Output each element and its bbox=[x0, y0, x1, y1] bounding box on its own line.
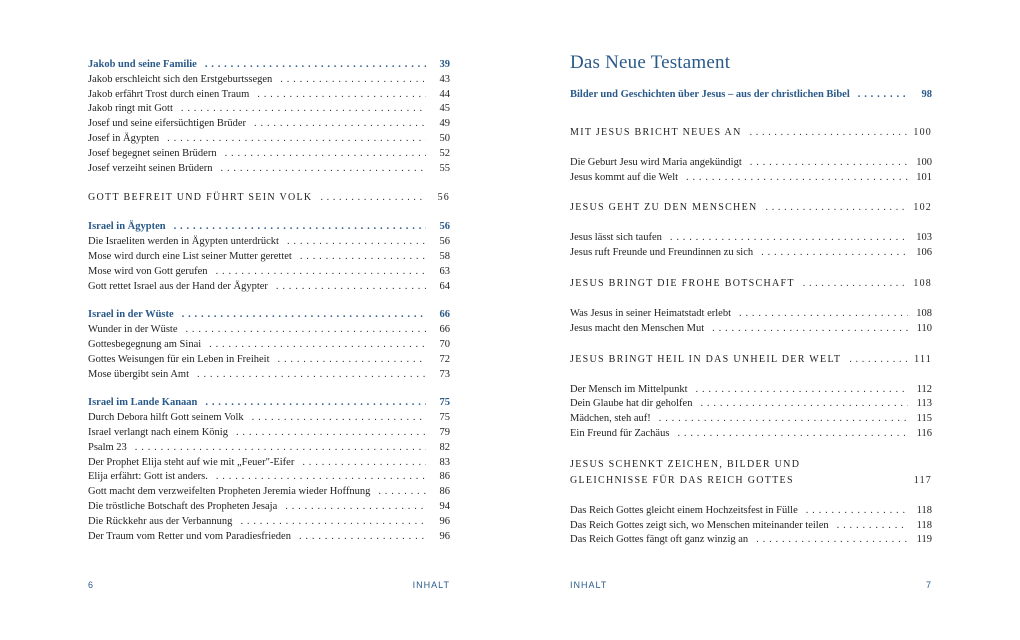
toc-entry[interactable] bbox=[88, 147, 450, 162]
dot-leader bbox=[280, 73, 426, 88]
spacer bbox=[570, 337, 932, 352]
entry-page: 100 bbox=[916, 156, 932, 168]
entry-title: Bilder und Geschichten über Jesus – aus der christlichen Bibel bbox=[570, 89, 850, 100]
toc-entry[interactable] bbox=[570, 156, 932, 171]
toc-entry[interactable] bbox=[570, 533, 932, 548]
dot-leader bbox=[209, 338, 426, 353]
entry-page: 72 bbox=[439, 353, 450, 365]
entry-title: Das Reich Gottes gleicht einem Hochzeitsfest in Fülle bbox=[570, 504, 798, 516]
entry-title: Jakob erschleicht sich den Erstgeburtssegen bbox=[88, 73, 273, 85]
toc-entry[interactable] bbox=[88, 338, 450, 353]
dot-leader bbox=[756, 533, 908, 548]
entry-title: Mädchen, steh auf! bbox=[570, 413, 651, 425]
dot-leader bbox=[185, 323, 426, 338]
entry-page: 115 bbox=[916, 413, 932, 425]
entry-page: 55 bbox=[439, 162, 450, 174]
dot-leader bbox=[849, 352, 908, 368]
toc-entry[interactable] bbox=[88, 280, 450, 295]
entry-page: 82 bbox=[439, 441, 450, 453]
toc-chapter[interactable] bbox=[570, 457, 932, 489]
spacer bbox=[570, 442, 932, 457]
dot-leader bbox=[205, 396, 426, 411]
entry-title: Jesus kommt auf die Welt bbox=[570, 171, 679, 183]
toc-group-head[interactable] bbox=[88, 220, 450, 235]
section-heading: Das Neue Testament bbox=[570, 52, 731, 73]
dot-leader bbox=[696, 383, 908, 398]
spacer bbox=[88, 176, 450, 190]
toc-entry[interactable] bbox=[570, 504, 932, 519]
entry-title: Dein Glaube hat dir geholfen bbox=[570, 398, 693, 410]
toc-entry[interactable] bbox=[570, 412, 932, 427]
entry-title: Mose übergibt sein Amt bbox=[88, 368, 190, 380]
entry-title: Josef und seine eifersüchtigen Brüder bbox=[88, 118, 247, 130]
toc-intro-entry[interactable] bbox=[570, 88, 932, 103]
dot-leader bbox=[174, 220, 426, 235]
entry-title: Israel im Lande Kanaan bbox=[88, 397, 198, 409]
entry-title: Israel verlangt nach einem König bbox=[88, 426, 228, 438]
entry-page: 83 bbox=[439, 456, 450, 468]
toc-entry[interactable] bbox=[88, 515, 450, 530]
toc-entry[interactable] bbox=[88, 132, 450, 147]
entry-title: Josef verzeiht seinen Brüdern bbox=[88, 162, 213, 174]
entry-title: Jakob erfährt Trost durch einen Traum bbox=[88, 88, 250, 100]
entry-title: Josef in Ägypten bbox=[88, 132, 160, 144]
entry-page: 44 bbox=[439, 88, 450, 100]
entry-page: 52 bbox=[439, 147, 450, 159]
entry-page: 66 bbox=[439, 324, 450, 336]
entry-title: Die tröstliche Botschaft des Propheten Jesaja bbox=[88, 500, 278, 512]
entry-page: 70 bbox=[439, 338, 450, 350]
toc-entry[interactable] bbox=[88, 426, 450, 441]
dot-leader bbox=[236, 426, 426, 441]
entry-title: Jesus lässt sich taufen bbox=[570, 232, 662, 244]
chapter-title: JESUS GEHT ZU DEN MENSCHEN bbox=[570, 202, 758, 214]
right-page bbox=[570, 0, 932, 640]
entry-page: 116 bbox=[916, 427, 932, 439]
entry-page: 112 bbox=[916, 383, 932, 395]
dot-leader bbox=[167, 132, 426, 147]
dot-leader bbox=[216, 470, 426, 485]
dot-leader bbox=[659, 412, 908, 427]
entry-page: 94 bbox=[439, 500, 450, 512]
toc-entry[interactable] bbox=[88, 368, 450, 383]
dot-leader bbox=[257, 88, 426, 103]
toc-entry[interactable] bbox=[570, 383, 932, 398]
toc-entry[interactable] bbox=[88, 265, 450, 280]
entry-title: Mose wird von Gott gerufen bbox=[88, 265, 208, 277]
entry-title: Die Israeliten werden in Ägypten unterdrückt bbox=[88, 236, 279, 248]
entry-title: Josef begegnet seinen Brüdern bbox=[88, 147, 217, 159]
entry-page: 39 bbox=[439, 59, 450, 70]
dot-leader bbox=[216, 265, 426, 280]
entry-title: Gott macht dem verzweifelten Propheten Jeremia wieder Hoffnung bbox=[88, 486, 371, 498]
toc-entry[interactable] bbox=[88, 470, 450, 485]
dot-leader bbox=[837, 519, 908, 534]
toc-entry[interactable] bbox=[88, 88, 450, 103]
entry-page: 103 bbox=[916, 232, 932, 244]
entry-page: 75 bbox=[439, 412, 450, 424]
entry-page: 106 bbox=[916, 247, 932, 259]
chapter-page: 102 bbox=[913, 202, 932, 214]
dot-leader bbox=[254, 117, 426, 132]
entry-title: Elija erfährt: Gott ist anders. bbox=[88, 471, 208, 483]
folio-page-number: 7 bbox=[925, 580, 932, 590]
entry-page: 101 bbox=[916, 171, 932, 183]
spacer bbox=[570, 261, 932, 276]
dot-leader bbox=[287, 235, 426, 250]
entry-page: 49 bbox=[439, 118, 450, 130]
dot-leader bbox=[761, 246, 908, 261]
toc-entry[interactable] bbox=[88, 456, 450, 471]
dot-leader bbox=[677, 427, 908, 442]
dot-leader bbox=[221, 162, 427, 177]
spacer bbox=[88, 294, 450, 308]
entry-title: Gottesbegegnung am Sinai bbox=[88, 338, 202, 350]
dot-leader bbox=[806, 504, 908, 519]
dot-leader bbox=[739, 307, 908, 322]
toc-chapter[interactable] bbox=[570, 200, 932, 216]
toc-entry[interactable] bbox=[88, 411, 450, 426]
toc-entry[interactable] bbox=[570, 171, 932, 186]
toc-group-head[interactable] bbox=[88, 396, 450, 411]
entry-title: Jesus macht den Menschen Mut bbox=[570, 322, 705, 334]
entry-page: 98 bbox=[921, 89, 932, 100]
chapter-page: 111 bbox=[914, 353, 932, 365]
entry-page: 118 bbox=[916, 504, 932, 516]
toc-entry[interactable] bbox=[570, 322, 932, 337]
entry-page: 43 bbox=[439, 73, 450, 85]
dot-leader bbox=[712, 322, 908, 337]
toc-entry[interactable] bbox=[88, 235, 450, 250]
dot-leader bbox=[686, 171, 908, 186]
entry-page: 75 bbox=[439, 397, 450, 409]
entry-title: Was Jesus in seiner Heimatstadt erlebt bbox=[570, 307, 731, 319]
entry-title: Psalm 23 bbox=[88, 441, 127, 453]
entry-title: Gott rettet Israel aus der Hand der Ägypter bbox=[88, 280, 268, 292]
spacer bbox=[570, 103, 932, 125]
spacer bbox=[570, 216, 932, 231]
chapter-page: 100 bbox=[913, 126, 932, 138]
toc-chapter[interactable] bbox=[570, 125, 932, 141]
entry-title: Israel in Ägypten bbox=[88, 221, 166, 233]
entry-title: Ein Freund für Zachäus bbox=[570, 427, 670, 439]
spacer bbox=[88, 382, 450, 396]
dot-leader bbox=[181, 102, 426, 117]
spacer bbox=[570, 292, 932, 307]
toc-entry[interactable] bbox=[570, 246, 932, 261]
entry-page: 66 bbox=[439, 309, 450, 321]
entry-page: 108 bbox=[916, 307, 932, 319]
toc-entry[interactable] bbox=[88, 441, 450, 456]
toc-chapter[interactable] bbox=[88, 190, 450, 206]
dot-leader bbox=[302, 456, 426, 471]
entry-title: Mose wird durch eine List seiner Mutter gerettet bbox=[88, 250, 292, 262]
toc-entry[interactable] bbox=[570, 397, 932, 412]
entry-page: 64 bbox=[439, 280, 450, 292]
entry-page: 86 bbox=[439, 471, 450, 483]
dot-leader bbox=[197, 368, 426, 383]
toc-entry[interactable] bbox=[570, 519, 932, 534]
toc-entry[interactable] bbox=[570, 427, 932, 442]
entry-title: Die Rückkehr aus der Verbannung bbox=[88, 515, 233, 527]
dot-leader bbox=[240, 515, 426, 530]
dot-leader bbox=[299, 530, 426, 545]
dot-leader bbox=[205, 58, 426, 73]
spacer bbox=[570, 489, 932, 504]
left-page bbox=[88, 0, 450, 640]
toc-chapter[interactable] bbox=[570, 352, 932, 368]
entry-page: 113 bbox=[916, 398, 932, 410]
dot-leader bbox=[300, 250, 426, 265]
entry-page: 73 bbox=[439, 368, 450, 380]
dot-leader bbox=[378, 485, 426, 500]
toc-entry[interactable] bbox=[88, 485, 450, 500]
toc-entry[interactable] bbox=[88, 117, 450, 132]
entry-title: Jakob ringt mit Gott bbox=[88, 103, 173, 115]
dot-leader bbox=[278, 353, 427, 368]
entry-title: Israel in der Wüste bbox=[88, 309, 174, 321]
entry-page: 96 bbox=[439, 530, 450, 542]
toc-entry[interactable] bbox=[88, 73, 450, 88]
entry-title: Der Traum vom Retter und vom Paradiesfrieden bbox=[88, 530, 291, 542]
right-toc bbox=[570, 52, 932, 548]
toc-entry[interactable] bbox=[88, 353, 450, 368]
spacer bbox=[570, 185, 932, 200]
dot-leader bbox=[252, 411, 426, 426]
dot-leader bbox=[750, 156, 908, 171]
toc-entry[interactable] bbox=[88, 323, 450, 338]
dot-leader bbox=[766, 200, 908, 216]
chapter-page: 108 bbox=[913, 277, 932, 289]
entry-title: Der Mensch im Mittelpunkt bbox=[570, 383, 688, 395]
spacer bbox=[570, 141, 932, 156]
running-footer: INHALT bbox=[570, 580, 608, 590]
entry-title: Jesus ruft Freunde und Freundinnen zu sich bbox=[570, 247, 754, 259]
entry-page: 118 bbox=[916, 519, 932, 531]
dot-leader bbox=[803, 276, 908, 292]
entry-page: 56 bbox=[439, 236, 450, 248]
toc-chapter[interactable] bbox=[570, 276, 932, 292]
entry-title: Der Prophet Elija steht auf wie mit „Feuer"-Eifer bbox=[88, 456, 295, 468]
dot-leader bbox=[700, 397, 908, 412]
dot-leader bbox=[750, 125, 908, 141]
dot-leader bbox=[285, 500, 426, 515]
dot-leader bbox=[320, 190, 426, 206]
entry-title: Wunder in der Wüste bbox=[88, 324, 178, 336]
entry-page: 58 bbox=[439, 250, 450, 262]
dot-leader bbox=[276, 280, 426, 295]
entry-page: 96 bbox=[439, 515, 450, 527]
chapter-title: JESUS BRINGT HEIL IN DAS UNHEIL DER WELT bbox=[570, 353, 842, 365]
entry-title: Jakob und seine Familie bbox=[88, 59, 197, 70]
entry-title: Das Reich Gottes zeigt sich, wo Menschen miteinander teilen bbox=[570, 519, 829, 531]
dot-leader bbox=[182, 308, 426, 323]
chapter-title: JESUS SCHENKT ZEICHEN, BILDER UND GLEICHNISSE FÜR DAS REICH GOTTES bbox=[570, 458, 801, 486]
folio-page-number: 6 bbox=[88, 580, 95, 590]
toc-entry[interactable] bbox=[88, 500, 450, 515]
toc-entry[interactable] bbox=[88, 162, 450, 177]
toc-entry[interactable] bbox=[570, 307, 932, 322]
chapter-page: 56 bbox=[437, 192, 450, 204]
chapter-title: MIT JESUS BRICHT NEUES AN bbox=[570, 126, 742, 138]
entry-page: 45 bbox=[439, 103, 450, 115]
dot-leader bbox=[225, 147, 426, 162]
spacer bbox=[570, 368, 932, 383]
dot-leader bbox=[858, 88, 908, 103]
entry-title: Gottes Weisungen für ein Leben in Freiheit bbox=[88, 353, 270, 365]
toc-entry[interactable] bbox=[88, 530, 450, 545]
entry-page: 86 bbox=[439, 486, 450, 498]
entry-page: 50 bbox=[439, 132, 450, 144]
toc-group-head[interactable] bbox=[88, 58, 450, 73]
dot-leader bbox=[670, 231, 908, 246]
entry-title: Durch Debora hilft Gott seinem Volk bbox=[88, 412, 244, 424]
left-toc bbox=[88, 58, 450, 544]
entry-title: Das Reich Gottes fängt oft ganz winzig an bbox=[570, 534, 749, 546]
entry-page: 63 bbox=[439, 265, 450, 277]
entry-page: 79 bbox=[439, 426, 450, 438]
toc-entry[interactable] bbox=[88, 250, 450, 265]
entry-title: Die Geburt Jesu wird Maria angekündigt bbox=[570, 156, 742, 168]
toc-group-head[interactable] bbox=[88, 308, 450, 323]
entry-page: 119 bbox=[916, 534, 932, 546]
entry-page: 56 bbox=[439, 221, 450, 233]
toc-entry[interactable] bbox=[88, 102, 450, 117]
chapter-page: 117 bbox=[913, 474, 932, 486]
dot-leader bbox=[135, 441, 426, 456]
spacer bbox=[88, 206, 450, 220]
entry-page: 110 bbox=[916, 322, 932, 334]
chapter-title: JESUS BRINGT DIE FROHE BOTSCHAFT bbox=[570, 277, 795, 289]
running-footer: INHALT bbox=[412, 580, 450, 590]
toc-entry[interactable] bbox=[570, 231, 932, 246]
chapter-title: GOTT BEFREIT UND FÜHRT SEIN VOLK bbox=[88, 192, 313, 204]
